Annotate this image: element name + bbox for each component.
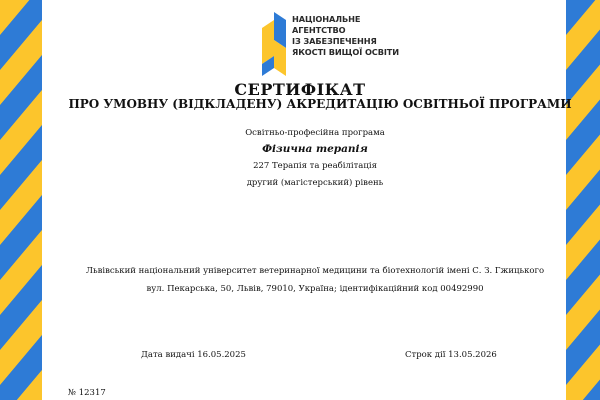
logo-text	[292, 14, 399, 58]
logo-line-1: НАЦІОНАЛЬНЕ	[292, 14, 361, 24]
education-level: другий (магістерський) рівень	[246, 178, 384, 188]
naqa-logo-mark-icon	[262, 12, 286, 76]
agency-logo	[262, 12, 399, 76]
issue-date: Дата видачі 16.05.2025	[141, 350, 246, 360]
certificate-subtitle: ПРО УМОВНУ (ВІДКЛАДЕНУ) АКРЕДИТАЦІЮ ОСВІТНЬОЇ ПРОГРАМИ	[68, 97, 572, 111]
right-decorative-stripe	[566, 0, 600, 400]
institution-name: Львівський національний університет ветеринарної медицини та біотехнологій імені С. З. Гжицького	[85, 266, 545, 276]
certificate-title: СЕРТИФІКАТ	[234, 80, 366, 99]
program-name: Фізична терапія	[262, 143, 368, 155]
logo-line-4: ЯКОСТІ ВИЩОЇ ОСВІТИ	[292, 47, 400, 57]
specialty: 227 Терапія та реабілітація	[253, 161, 377, 171]
left-decorative-stripe	[0, 0, 42, 400]
institution-address: вул. Пекарська, 50, Львів, 79010, Україна; ідентифікаційний код 00492990	[146, 284, 484, 294]
valid-until-date: Строк дії 13.05.2026	[405, 350, 497, 360]
program-type: Освітньо-професійна програма	[245, 128, 385, 138]
logo-line-3: ІЗ ЗАБЕЗПЕЧЕННЯ	[292, 36, 377, 46]
logo-line-2: АГЕНТСТВО	[292, 25, 346, 35]
certificate-number: № 12317	[68, 388, 106, 398]
